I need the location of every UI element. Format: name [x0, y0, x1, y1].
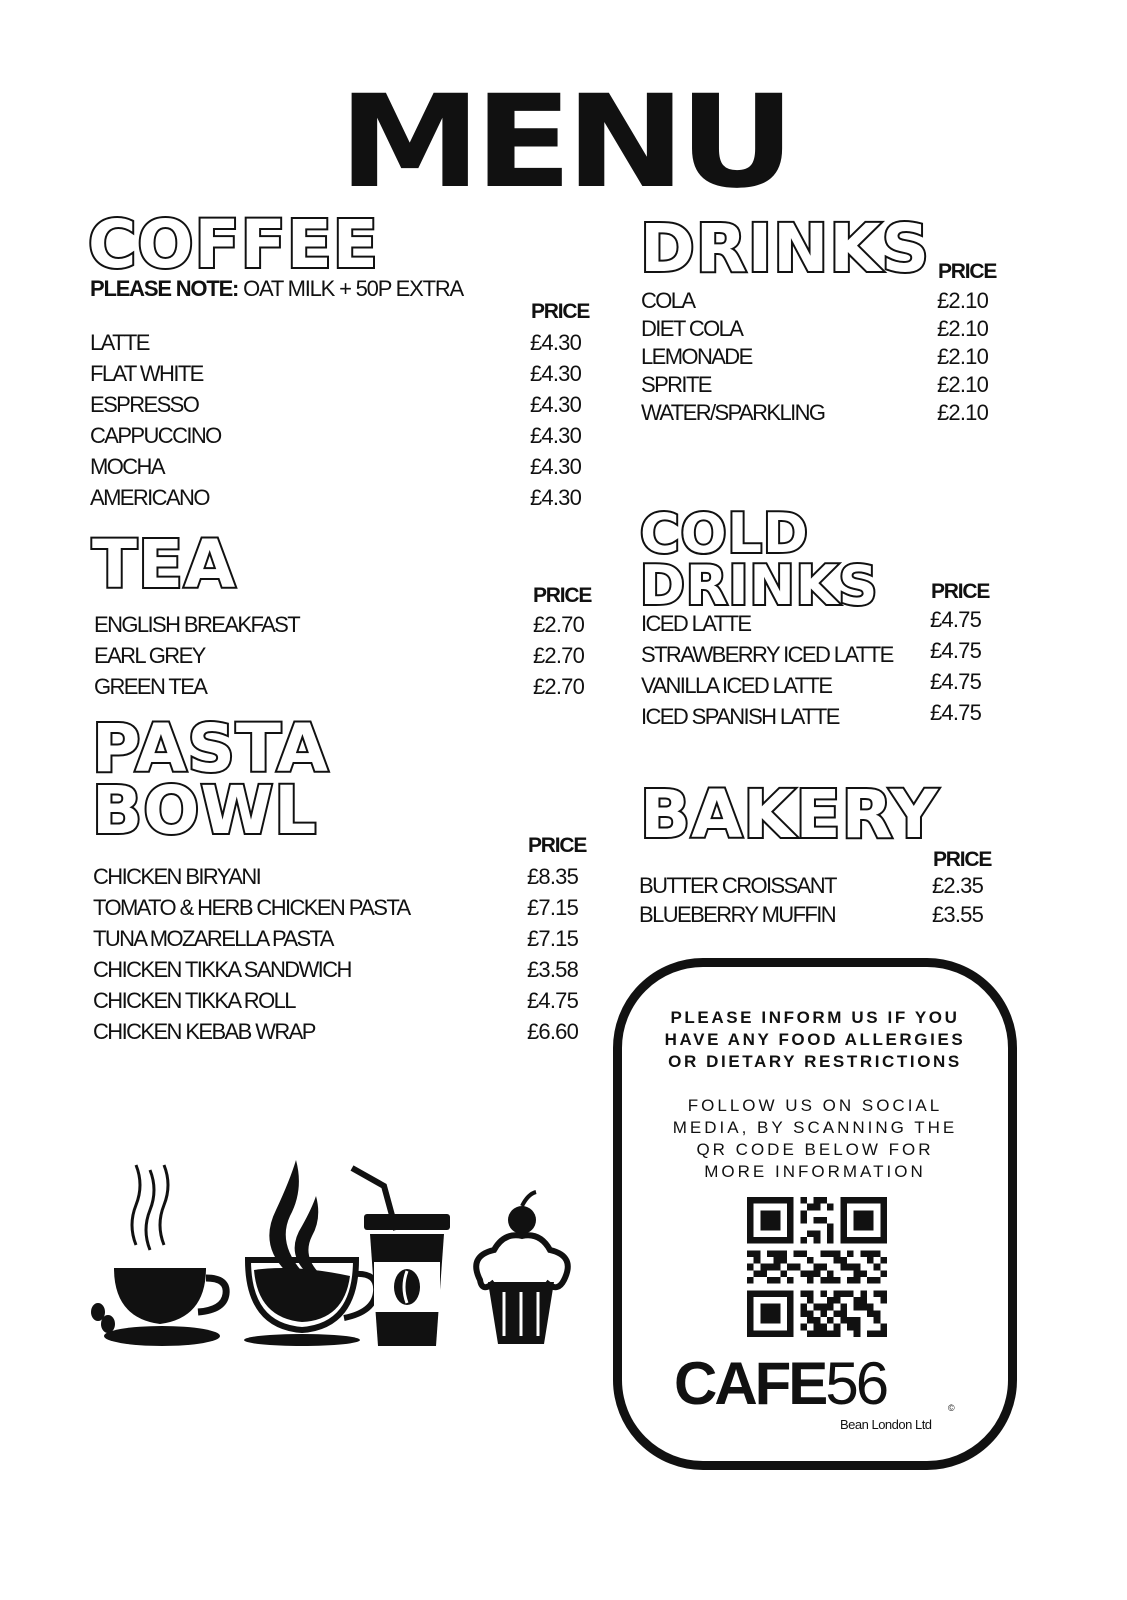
item-name: CAPPUCCINO: [90, 423, 221, 448]
item-price: £2.70: [533, 643, 585, 668]
list-item: [90, 361, 600, 392]
item-name: TOMATO & HERB CHICKEN PASTA: [93, 895, 410, 920]
social-notice: [622, 1095, 1008, 1183]
item-name: GREEN TEA: [94, 674, 207, 699]
list-item: [93, 1019, 603, 1050]
item-price: £2.70: [533, 612, 585, 637]
drinks-price-header: PRICE: [938, 260, 997, 283]
item-price: £4.75: [527, 988, 579, 1013]
item-name: TUNA MOZARELLA PASTA: [93, 926, 333, 951]
list-item: [93, 895, 603, 926]
item-name: EARL GREY: [94, 643, 205, 668]
list-item: [93, 926, 603, 957]
coffee-price-header: PRICE: [531, 300, 590, 323]
list-item: [641, 400, 1011, 428]
note-label: PLEASE NOTE:: [90, 276, 239, 301]
bakery-heading: BAKERY: [640, 776, 939, 853]
info-panel: [613, 958, 1017, 1470]
tea-heading: TEA: [92, 526, 237, 603]
pasta-heading-line1: PASTA: [92, 710, 329, 787]
item-price: £4.30: [530, 423, 582, 448]
item-price: £4.30: [530, 330, 582, 355]
item-price: £8.35: [527, 864, 579, 889]
item-price: £4.75: [930, 607, 982, 632]
list-item: [90, 330, 600, 361]
item-name: COLA: [641, 288, 695, 313]
oat-milk-note: [90, 276, 463, 302]
cold-drinks-list: [641, 607, 1011, 735]
item-name: LEMONADE: [641, 344, 752, 369]
takeaway-iced-coffee-icon: [352, 1168, 450, 1346]
item-price: £4.30: [530, 361, 582, 386]
item-price: £3.58: [527, 957, 579, 982]
item-name: WATER/SPARKLING: [641, 400, 825, 425]
company-name: Bean London Ltd: [840, 1417, 932, 1432]
list-item: [93, 957, 603, 988]
coffee-list: [90, 330, 600, 516]
list-item: [641, 700, 1011, 735]
list-item: [93, 988, 603, 1019]
allergy-line: OR DIETARY RESTRICTIONS: [668, 1052, 962, 1071]
hot-coffee-cup-icon: [91, 1165, 226, 1346]
item-name: CHICKEN KEBAB WRAP: [93, 1019, 315, 1044]
pasta-price-header: PRICE: [528, 834, 587, 857]
list-item: [641, 372, 1011, 400]
cold-drinks-price-header: PRICE: [931, 580, 990, 603]
cold-drinks-heading: [640, 502, 879, 617]
item-price: £7.15: [527, 926, 579, 951]
item-name: STRAWBERRY ICED LATTE: [641, 642, 893, 667]
pasta-list: [93, 864, 603, 1050]
item-price: £2.10: [937, 372, 989, 397]
list-item: [90, 392, 600, 423]
coffee-heading: COFFEE: [88, 206, 379, 283]
list-item: [90, 454, 600, 485]
item-price: £2.10: [937, 316, 989, 341]
pasta-heading-line2: BOWL: [92, 772, 318, 849]
drinks-list: [641, 288, 1011, 428]
tea-price-header: PRICE: [533, 584, 592, 607]
tea-list: [94, 612, 604, 705]
item-price: £2.10: [937, 288, 989, 313]
list-item: [641, 344, 1011, 372]
drinks-heading: DRINKS: [640, 210, 931, 287]
item-price: £2.35: [932, 873, 984, 898]
item-name: DIET COLA: [641, 316, 743, 341]
social-line: FOLLOW US ON SOCIAL: [687, 1096, 943, 1115]
item-price: £4.75: [930, 669, 982, 694]
item-name: MOCHA: [90, 454, 164, 479]
list-item: [94, 674, 604, 705]
list-item: [639, 873, 1009, 902]
allergy-line: HAVE ANY FOOD ALLERGIES: [664, 1030, 966, 1049]
item-price: £2.10: [937, 400, 989, 425]
list-item: [94, 612, 604, 643]
item-name: SPRITE: [641, 372, 711, 397]
cold-heading-line2: DRINKS: [640, 554, 879, 617]
icons-row: [86, 1150, 586, 1360]
list-item: [641, 288, 1011, 316]
bakery-price-header: PRICE: [933, 848, 992, 871]
list-item: [94, 643, 604, 674]
item-name: ICED LATTE: [641, 611, 751, 636]
item-price: £4.75: [930, 638, 982, 663]
social-line: MEDIA, BY SCANNING THE: [672, 1118, 958, 1137]
item-name: AMERICANO: [90, 485, 209, 510]
item-name: CHICKEN BIRYANI: [93, 864, 261, 889]
item-price: £7.15: [527, 895, 579, 920]
qr-code[interactable]: [741, 1197, 893, 1337]
bakery-list: [639, 873, 1009, 931]
allergy-notice: [622, 1007, 1008, 1073]
item-name: VANILLA ICED LATTE: [641, 673, 832, 698]
copyright-mark: ©: [948, 1403, 955, 1413]
item-price: £2.70: [533, 674, 585, 699]
list-item: [90, 485, 600, 516]
item-price: £4.30: [530, 485, 582, 510]
brand-name: CAFE: [674, 1350, 826, 1417]
item-name: BLUEBERRY MUFFIN: [639, 902, 836, 927]
item-price: £4.30: [530, 392, 582, 417]
brand-logo: [674, 1352, 886, 1416]
item-name: BUTTER CROISSANT: [639, 873, 836, 898]
item-name: CHICKEN TIKKA SANDWICH: [93, 957, 351, 982]
item-name: ICED SPANISH LATTE: [641, 704, 839, 729]
allergy-line: PLEASE INFORM US IF YOU: [670, 1008, 960, 1027]
social-line: QR CODE BELOW FOR: [696, 1140, 934, 1159]
list-item: [639, 902, 1009, 931]
item-name: ENGLISH BREAKFAST: [94, 612, 300, 637]
list-item: [90, 423, 600, 454]
brand-number: 56: [825, 1350, 887, 1417]
item-price: £2.10: [937, 344, 989, 369]
item-name: ESPRESSO: [90, 392, 199, 417]
note-text: OAT MILK + 50P EXTRA: [238, 276, 464, 301]
steaming-mug-icon: [244, 1160, 376, 1346]
item-price: £6.60: [527, 1019, 579, 1044]
pasta-bowl-heading: [92, 710, 329, 849]
list-item: [93, 864, 603, 895]
cupcake-icon: [476, 1192, 568, 1344]
item-price: £4.75: [930, 700, 982, 725]
list-item: [641, 316, 1011, 344]
social-line: MORE INFORMATION: [704, 1162, 926, 1181]
item-price: £3.55: [932, 902, 984, 927]
cold-heading-line1: COLD: [640, 502, 809, 565]
menu-title: MENU: [338, 68, 789, 217]
item-name: FLAT WHITE: [90, 361, 203, 386]
item-name: LATTE: [90, 330, 149, 355]
item-name: CHICKEN TIKKA ROLL: [93, 988, 295, 1013]
item-price: £4.30: [530, 454, 582, 479]
